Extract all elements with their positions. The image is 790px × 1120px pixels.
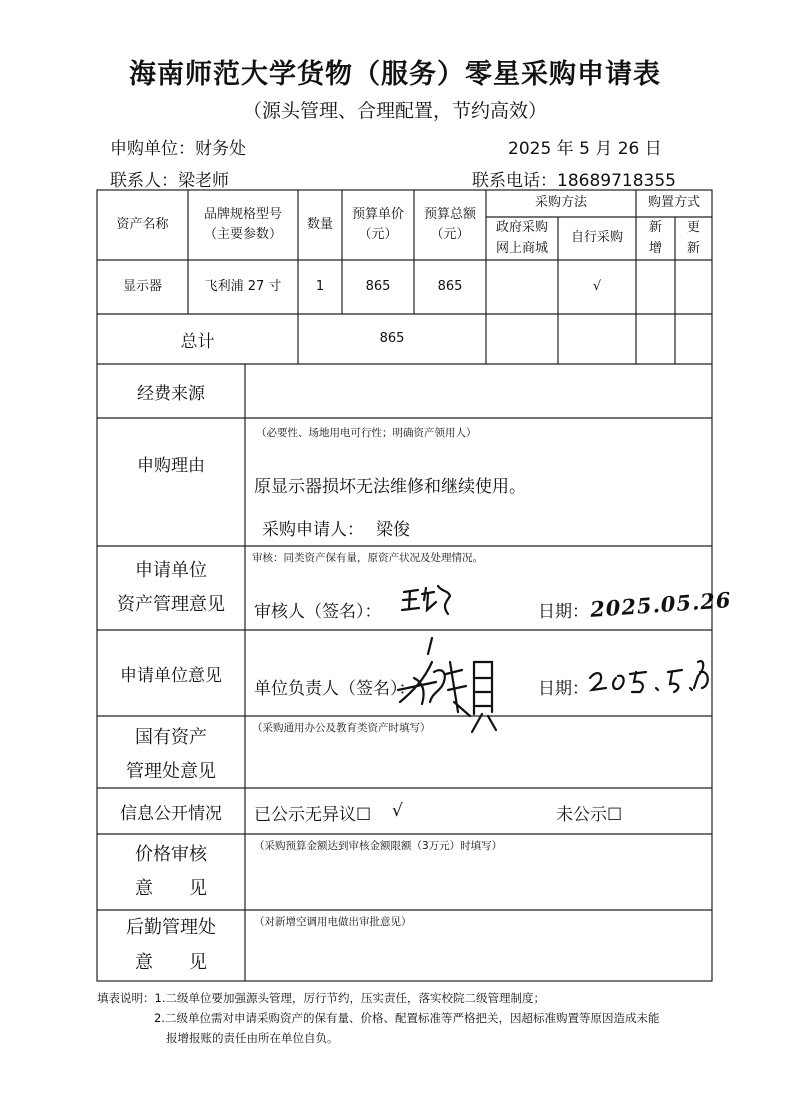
col-brand-line1: 品牌规格型号 [203, 206, 282, 222]
reason-hint: （必要性、场地用电可行性；明确资产领用人） [256, 427, 477, 439]
col-method-gov-line2: 网上商城 [495, 240, 548, 256]
contact-label: 联系人： [110, 171, 178, 191]
item-unit-price: 865 [365, 278, 391, 294]
reviewer-signature [400, 580, 460, 624]
phone-label: 联系电话： [472, 171, 557, 191]
col-method-self: 自行采购 [570, 230, 623, 246]
price-review-hint: （采购预算金额达到审核金额限额（3万元）时填写） [254, 840, 503, 852]
col-type-update-line1: 更 [686, 220, 700, 236]
leader-label: 单位负责人（签名）： [254, 679, 416, 699]
col-type-new-line1: 新 [648, 220, 662, 236]
state-asset-label [97, 716, 245, 788]
phone-value: 18689718355 [557, 171, 676, 191]
unit-field [110, 134, 246, 159]
reason-text: 原显示器损坏无法维修和继续使用。 [254, 477, 526, 497]
col-method-gov [486, 217, 558, 260]
applicant-field [262, 515, 410, 540]
disclosure-published: 已公示无异议☐ [254, 805, 372, 825]
disclosure-published-check: √ [392, 801, 403, 821]
application-date: 2025 年 5 月 26 日 [508, 139, 662, 159]
unit-opinion-label: 申请单位意见 [120, 665, 222, 686]
disclosure-unpublished: 未公示☐ [556, 805, 623, 825]
price-review-label-line2: 意 见 [135, 878, 207, 899]
item-qty: 1 [315, 278, 325, 294]
contact-field [110, 166, 229, 191]
item-method-self-check: √ [592, 278, 602, 294]
unit-opinion-date-label: 日期： [538, 679, 589, 699]
form-title: 海南师范大学货物（服务）零星采购申请表 [129, 59, 661, 90]
phone-field [472, 166, 676, 191]
col-total-line2: （元） [430, 227, 470, 242]
col-qty: 数量 [306, 216, 333, 232]
unit-value: 财务处 [195, 139, 246, 159]
item-method-gov [486, 260, 558, 314]
applicant-value: 梁俊 [376, 520, 410, 540]
asset-mgmt-label-line1: 申请单位 [135, 559, 207, 581]
asset-mgmt-label-line2: 资产管理意见 [117, 594, 225, 615]
col-method-gov-line1: 政府采购 [495, 220, 548, 236]
col-type-update-line2: 新 [686, 240, 700, 256]
applicant-label: 采购申请人： [262, 520, 364, 540]
col-type-update [675, 217, 712, 260]
price-review-label-line1: 价格审核 [135, 843, 207, 865]
asset-mgmt-label [97, 546, 245, 630]
notes-line-2: 2.二级单位需对申请采购资产的保有量、价格、配置标准等严格把关，因超标准购置等原因造成未能 [154, 1011, 660, 1025]
funding-label: 经费来源 [137, 383, 205, 404]
item-type-new [636, 260, 675, 314]
col-method: 采购方法 [534, 195, 587, 211]
item-name: 显示器 [122, 278, 162, 294]
asset-mgmt-hint: 审核：同类资产保有量，原资产状况及处理情况。 [252, 552, 483, 564]
reason-label: 申购理由 [137, 455, 205, 476]
funding-value [245, 364, 712, 418]
total-value: 865 [379, 330, 405, 346]
col-asset-name: 资产名称 [116, 216, 169, 232]
price-review-label [97, 834, 245, 910]
logistics-label-line1: 后勤管理处 [126, 917, 216, 939]
state-asset-label-line1: 国有资产 [135, 726, 207, 748]
notes-line-3: 报增报账的责任由所在单位自负。 [166, 1031, 339, 1045]
contact-value: 梁老师 [178, 171, 229, 191]
state-asset-label-line2: 管理处意见 [126, 761, 216, 782]
logistics-label [97, 910, 245, 981]
col-brand-line2: （主要参数） [203, 227, 282, 242]
logistics-label-line2: 意 见 [135, 951, 207, 973]
state-asset-hint: （采购通用办公及教育类资产时填写） [252, 722, 431, 734]
col-unit-price [342, 190, 414, 260]
asset-mgmt-date-label: 日期： [538, 602, 589, 622]
unit-label: 申购单位： [110, 139, 195, 159]
col-type-new-line2: 增 [648, 240, 662, 256]
col-unit-price-line1: 预算单价 [351, 206, 404, 222]
item-total: 865 [437, 278, 463, 294]
col-purchase-type: 购置方式 [647, 195, 700, 211]
col-brand [188, 190, 298, 260]
col-total-line1: 预算总额 [423, 206, 476, 222]
col-unit-price-line2: （元） [358, 227, 398, 242]
item-type-update [675, 260, 712, 314]
form-subtitle: （源头管理、合理配置，节约高效） [242, 100, 547, 122]
col-total [414, 190, 486, 260]
notes-line-1: 填表说明：1.二级单位要加强源头管理，厉行节约，压实责任，落实校院二级管理制度； [97, 991, 545, 1005]
item-brand: 飞利浦 27 寸 [204, 278, 282, 294]
total-label: 总计 [180, 331, 215, 352]
asset-mgmt-date-value: 2025.05.26 [589, 587, 733, 622]
unit-opinion-date-signature [586, 648, 716, 704]
disclosure-label: 信息公开情况 [120, 803, 222, 824]
reviewer-label: 审核人（签名）： [254, 602, 382, 622]
logistics-hint: （对新增空调用电做出审批意见） [254, 916, 412, 928]
col-type-new [636, 217, 675, 260]
